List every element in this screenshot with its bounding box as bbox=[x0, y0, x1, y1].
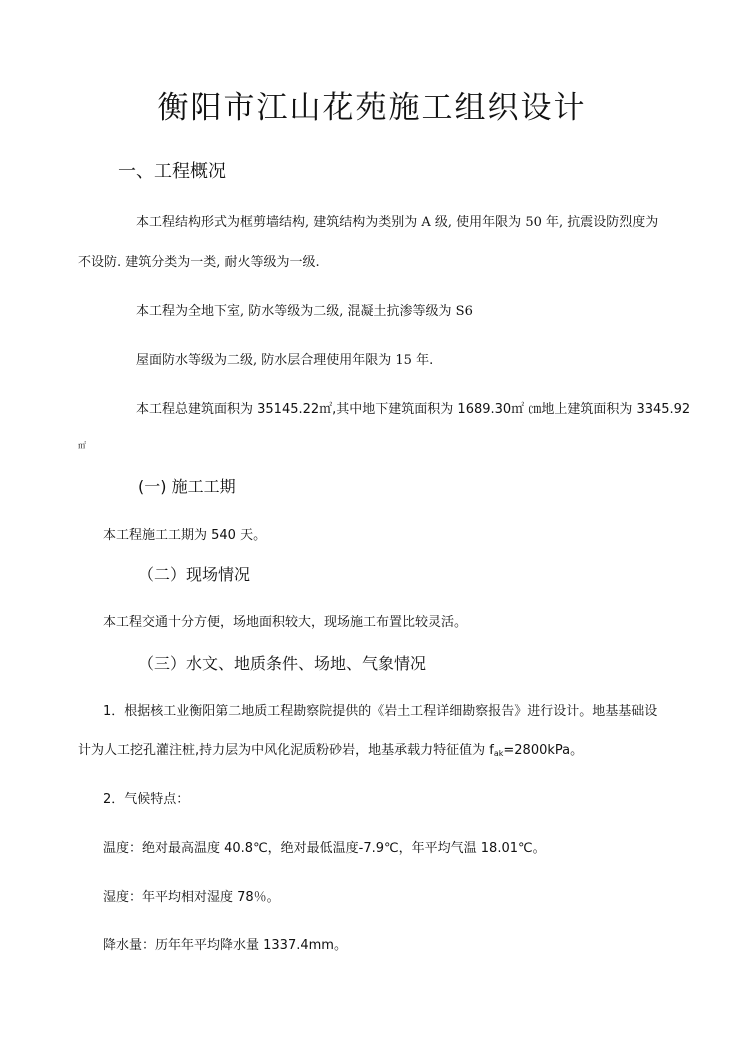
subheading-construction-period: (一) 施工工期 bbox=[138, 477, 236, 496]
text-construction-period: 本工程施工工期为 540 天。 bbox=[103, 528, 267, 543]
subheading-site-conditions: （二）现场情况 bbox=[138, 565, 251, 584]
text-humidity: 湿度：年平均相对湿度 78％。 bbox=[103, 890, 280, 905]
subheading-hydrology-geology: （三）水文、地质条件、场地、气象情况 bbox=[138, 654, 427, 673]
paragraph-structure-line1: 本工程结构形式为框剪墙结构, 建筑结构为类别为 A 级, 使用年限为 50 年, 抗震设防烈度为 bbox=[136, 215, 659, 230]
document-title: 衡阳市江山花苑施工组织设计 bbox=[157, 90, 587, 126]
item1-geology-line2-text: 计为人工挖孔灌注桩,持力层为中风化泥质粉砂岩，地基承载力特征值为 f bbox=[78, 743, 494, 758]
paragraph-waterproof-basement: 本工程为全地下室, 防水等级为二级, 混凝土抗渗等级为 S6 bbox=[136, 304, 473, 319]
paragraph-structure-line2: 不设防. 建筑分类为一类, 耐火等级为一级. bbox=[78, 255, 320, 270]
text-temperature: 温度：绝对最高温度 40.8℃，绝对最低温度-7.9℃，年平均气温 18.01℃。 bbox=[103, 841, 546, 856]
text-precipitation: 降水量：历年年平均降水量 1337.4mm。 bbox=[103, 938, 347, 953]
paragraph-roof-waterproof: 屋面防水等级为二级, 防水层合理使用年限为 15 年. bbox=[136, 353, 434, 368]
item1-geology-line2-value: =2800kPa。 bbox=[503, 743, 584, 758]
text-site-conditions: 本工程交通十分方便，场地面积较大，现场施工布置比较灵活。 bbox=[103, 615, 468, 630]
subscript-ak: ak bbox=[493, 749, 504, 758]
area-unit: ㎡ bbox=[78, 441, 86, 450]
item1-geology-line1: 1．根据核工业衡阳第二地质工程勘察院提供的《岩土工程详细勘察报告》进行设计。地基基础设 bbox=[103, 704, 658, 719]
item2-climate-heading: 2．气候特点： bbox=[103, 792, 190, 807]
section-heading-overview: 一、工程概况 bbox=[118, 161, 226, 182]
paragraph-building-area: 本工程总建筑面积为 35145.22㎡,其中地下建筑面积为 1689.30㎡ ㎝地上建筑面积为 3345.92 bbox=[136, 402, 691, 417]
item1-geology-line2 bbox=[78, 739, 583, 758]
